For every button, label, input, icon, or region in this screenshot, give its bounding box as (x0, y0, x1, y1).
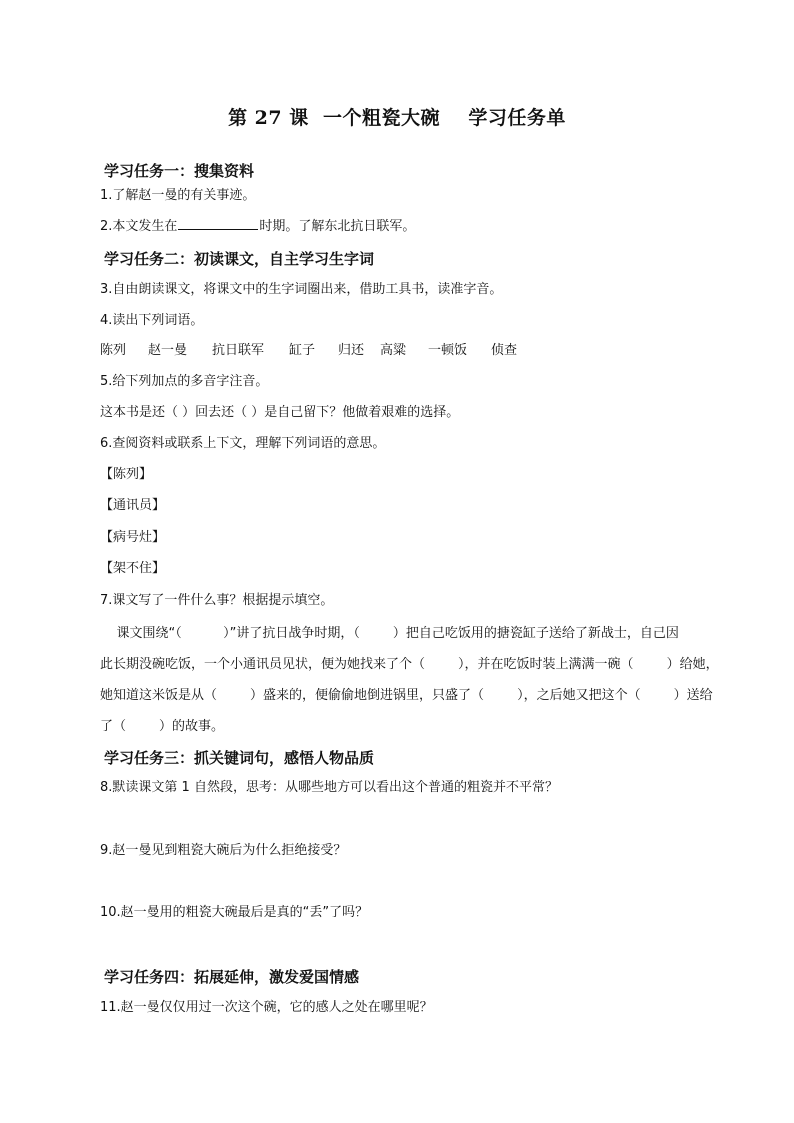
fill-line: 此长期没碗吃饭，一个小通讯员见状，便为她找来了个（ ），并在吃饭时装上满满一碗（ ）给她， (100, 657, 719, 672)
question-7-paragraph (100, 618, 740, 742)
question-5: 5.给下列加点的多音字注音。 (100, 374, 269, 389)
task1-heading: 学习任务一：搜集资料 (104, 162, 255, 180)
term-item: 【病号灶】 (100, 530, 166, 545)
word-item: 赵一曼 (148, 343, 188, 358)
fill-line: 她知道这米饭是从（ ）盛来的，便偷偷地倒进锅里，只盛了（ ），之后她又把这个（ ）送给 (100, 688, 713, 703)
fill-line: 课文围绕“（ ）”讲了抗日战争时期，（ ）把自己吃饭用的搪瓷缸子送给了新战士，自己因 (100, 626, 679, 641)
term-item: 【架不住】 (100, 561, 166, 576)
word-item: 陈列 (100, 343, 127, 358)
page-title: 第 27 课 一个粗瓷大碗 学习任务单 (228, 107, 566, 129)
question-6: 6.查阅资料或联系上下文，理解下列词语的意思。 (100, 436, 386, 451)
word-item: 归还 (338, 343, 365, 358)
fill-line: 了（ ）的故事。 (100, 719, 225, 734)
word-list (100, 342, 660, 360)
task3-heading: 学习任务三：抓关键词句，感悟人物品质 (104, 749, 375, 767)
question-11: 11.赵一曼仅仅用过一次这个碗，它的感人之处在哪里呢？ (100, 1000, 433, 1015)
term-item: 【陈列】 (100, 467, 153, 482)
question-3: 3.自由朗读课文，将课文中的生字词圈出来，借助工具书，读准字音。 (100, 282, 503, 297)
word-item: 侦查 (491, 343, 518, 358)
term-item: 【通讯员】 (100, 498, 166, 513)
question-2 (100, 217, 415, 236)
question-10: 10.赵一曼用的粗瓷大碗最后是真的“丢”了吗？ (100, 905, 369, 920)
answer-blank (178, 217, 258, 230)
question-2-prefix: 2.本文发生在 (100, 219, 178, 234)
question-9: 9.赵一曼见到粗瓷大碗后为什么拒绝接受？ (100, 843, 347, 858)
word-item: 一顿饭 (428, 343, 468, 358)
task4-heading: 学习任务四：拓展延伸，激发爱国情感 (104, 968, 360, 986)
question-7: 7.课文写了一件什么事？根据提示填空。 (100, 593, 334, 608)
word-item: 抗日联军 (212, 343, 265, 358)
question-1: 1.了解赵一曼的有关事迹。 (100, 188, 256, 203)
question-4: 4.读出下列词语。 (100, 313, 204, 328)
question-8: 8.默读课文第 1 自然段，思考：从哪些地方可以看出这个普通的粗瓷并不平常？ (100, 780, 558, 795)
task2-heading: 学习任务二：初读课文，自主学习生字词 (104, 250, 375, 268)
question-5-sentence: 这本书是还（ ）回去还（ ）是自己留下？他做着艰难的选择。 (100, 405, 460, 420)
word-item: 高粱 (380, 343, 407, 358)
word-item: 缸子 (289, 343, 316, 358)
question-2-suffix: 时期。了解东北抗日联军。 (259, 219, 416, 234)
